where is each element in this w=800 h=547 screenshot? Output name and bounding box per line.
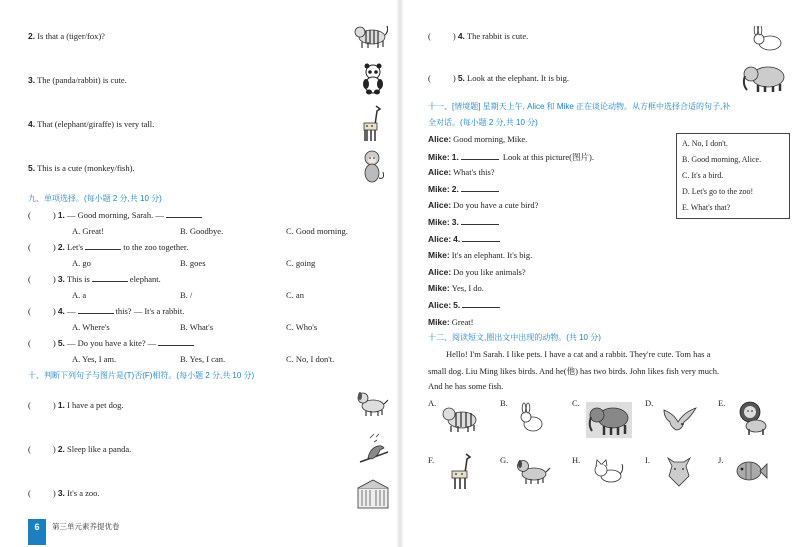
- mc-question-2: ( ) 2. Let's to the zoo together.: [28, 242, 189, 252]
- blank-line: [85, 242, 121, 250]
- passage-line-3: And he has some fish.: [428, 381, 504, 391]
- tf-question-4: ( ) 4. The rabbit is cute.: [428, 31, 529, 41]
- question-3: 3. The (panda/rabbit) is cute.: [28, 75, 127, 85]
- option-c: C. Who's: [286, 322, 318, 332]
- dialogue-text: Yes, I do.: [451, 283, 484, 294]
- animal-label: E.: [718, 398, 726, 408]
- animal-label: D.: [645, 398, 654, 408]
- option-c: C. an: [286, 290, 304, 300]
- speaker-label: Mike:: [428, 250, 450, 261]
- dialogue-line: [428, 151, 594, 163]
- dialogue-line: [428, 317, 473, 327]
- speaker-label: Alice:: [428, 134, 452, 144]
- animal-label: I.: [645, 455, 650, 465]
- speaker-label: Alice:: [428, 266, 452, 277]
- speaker-label: Mike:: [428, 217, 450, 227]
- dialogue-text: Do you like animals?: [453, 266, 526, 277]
- dialogue-line: [428, 200, 538, 210]
- fox-icon[interactable]: [664, 454, 694, 488]
- tf-question-1: ( ) 1. I have a pet dog.: [28, 400, 124, 410]
- option-c: C. No, I don't.: [286, 354, 335, 364]
- blank-line: [166, 210, 202, 218]
- animal-label: H.: [572, 455, 581, 465]
- question-2: 2. Is that a (tiger/fox)?: [28, 31, 105, 41]
- dialogue-line: [428, 184, 503, 194]
- option-a: A. Where's: [72, 322, 110, 332]
- option-b: B. What's: [180, 322, 214, 332]
- dialogue-text: Good morning, Mike.: [453, 134, 528, 144]
- option-a: A. go: [72, 258, 91, 268]
- dialogue-text: Great!: [451, 316, 474, 327]
- speaker-label: Alice:: [428, 233, 452, 244]
- speaker-label: Mike:: [428, 183, 450, 194]
- animal-label: F.: [428, 455, 435, 465]
- dialogue-line: [428, 134, 527, 144]
- option-a: A. Yes, I am.: [72, 354, 117, 364]
- dog-illustration: [357, 388, 389, 418]
- tf-question-5: ( ) 5. Look at the elephant. It is big.: [428, 73, 570, 83]
- question-number: 4.: [453, 233, 461, 244]
- animal-label: G.: [500, 455, 509, 465]
- option-a: A. Great!: [72, 226, 105, 236]
- dialogue-line: [428, 300, 504, 310]
- animal-label: C.: [572, 398, 580, 408]
- dialogue-text: It's an elephant. It's big.: [451, 250, 533, 261]
- blank-line: [78, 306, 114, 314]
- bird-illustration: [358, 432, 390, 468]
- blank-line: [92, 274, 128, 282]
- answer-blank[interactable]: [461, 152, 499, 160]
- options-box: [676, 133, 790, 219]
- speaker-label: Alice:: [428, 167, 452, 178]
- lion-icon[interactable]: [736, 400, 770, 436]
- dialogue-line: [428, 267, 526, 277]
- fish-icon[interactable]: [734, 456, 768, 486]
- mc-question-1: ( ) 1. — Good morning, Sarah. —: [28, 210, 204, 220]
- question-number: 5.: [453, 300, 461, 310]
- option-c: C. going: [286, 258, 316, 268]
- speaker-label: Alice:: [428, 300, 452, 310]
- option-b: B. goes: [180, 258, 206, 268]
- rabbit-icon[interactable]: [516, 402, 546, 434]
- animal-label: J.: [718, 455, 724, 465]
- panda-illustration: [360, 63, 386, 95]
- option-b: B. Goodbye.: [180, 226, 224, 236]
- passage-line-2: small dog. Liu Ming likes birds. And he(他) has two birds. John likes fish very much.: [428, 366, 720, 376]
- question-5: 5. This is a cute (monkey/fish).: [28, 163, 135, 173]
- tf-question-2: ( ) 2. Sleep like a panda.: [28, 444, 132, 454]
- mc-question-4: ( ) 4. — this? — It's a rabbit.: [28, 306, 185, 316]
- passage-line-1: Hello! I'm Sarah. I like pets. I have a cat and a rabbit. They're cute. Tom has a: [446, 349, 711, 359]
- rabbit-illustration: [750, 26, 786, 52]
- page-number: 6: [28, 519, 46, 545]
- footer-title: 第三单元素养提优卷: [52, 522, 120, 531]
- question-4: 4. That (elephant/giraffe) is very tall.: [28, 119, 155, 129]
- animal-label: B.: [500, 398, 508, 408]
- option-item: B. Good morning, Alice.: [682, 155, 762, 164]
- blank-line: [158, 338, 194, 346]
- section-11-title: 十一、[情境题] 星期天上午, Alice 和 Mike 正在谈论动物。从方框中选择合适的句子,补: [428, 102, 731, 111]
- giraffe-illustration: [358, 104, 386, 144]
- option-b: B. Yes, I can.: [180, 354, 226, 364]
- answer-blank[interactable]: [461, 217, 499, 225]
- dialogue-line: [428, 234, 504, 244]
- giraffe-icon[interactable]: [446, 452, 476, 492]
- option-item: E. What's that?: [682, 203, 731, 212]
- dialogue-line: [428, 167, 495, 177]
- question-number: 1.: [451, 151, 459, 162]
- option-item: C. It's a bird.: [682, 171, 724, 180]
- elephant-illustration: [740, 62, 788, 94]
- dialogue-text: Do you have a cute bird?: [453, 200, 539, 211]
- question-number: 2.: [451, 183, 459, 194]
- animal-label: A.: [428, 398, 437, 408]
- dialogue-text: Look at this picture(图片).: [502, 151, 594, 162]
- answer-blank[interactable]: [461, 184, 499, 192]
- answer-blank[interactable]: [462, 234, 500, 242]
- dialogue-text: What's this?: [453, 167, 495, 178]
- option-c: C. Good morning.: [286, 226, 348, 236]
- option-item: D. Let's go to the zoo!: [682, 187, 754, 196]
- tiger-icon[interactable]: [440, 402, 480, 434]
- speaker-label: Mike:: [428, 151, 450, 162]
- tf-question-3: ( ) 3. It's a zoo.: [28, 488, 100, 498]
- section-12-title: 十二、阅读短文,圈出文中出现的动物。(共 10 分): [428, 333, 601, 342]
- section-11-title-cont: 全对话。(每小题 2 分,共 10 分): [428, 118, 538, 127]
- section-9-title: 九、单项选择。(每小题 2 分,共 10 分): [28, 194, 162, 203]
- question-number: 3.: [451, 217, 459, 227]
- answer-blank[interactable]: [462, 300, 500, 308]
- dialogue-line: [428, 283, 484, 293]
- dialogue-line: [428, 217, 503, 227]
- option-b: B. /: [180, 290, 193, 300]
- speaker-label: Mike:: [428, 316, 450, 327]
- cat-icon[interactable]: [592, 458, 624, 486]
- zoo-illustration: [356, 478, 390, 510]
- elephant-icon[interactable]: [586, 402, 632, 438]
- bird-icon[interactable]: [660, 402, 700, 434]
- speaker-label: Mike:: [428, 283, 450, 294]
- option-item: A. No, I don't.: [682, 139, 728, 148]
- dialogue-line: [428, 250, 532, 260]
- mc-question-5: ( ) 5. — Do you have a kite? —: [28, 338, 196, 348]
- tiger-illustration: [352, 20, 388, 50]
- page-gutter: [396, 0, 404, 547]
- monkey-illustration: [360, 150, 386, 186]
- section-10-title: 十、判断下列句子与图片是(T)否(F)相符。(每小题 2 分,共 10 分): [28, 371, 255, 380]
- dog-icon[interactable]: [516, 456, 552, 486]
- mc-question-3: ( ) 3. This is elephant.: [28, 274, 161, 284]
- option-a: A. a: [72, 290, 87, 300]
- speaker-label: Alice:: [428, 200, 452, 211]
